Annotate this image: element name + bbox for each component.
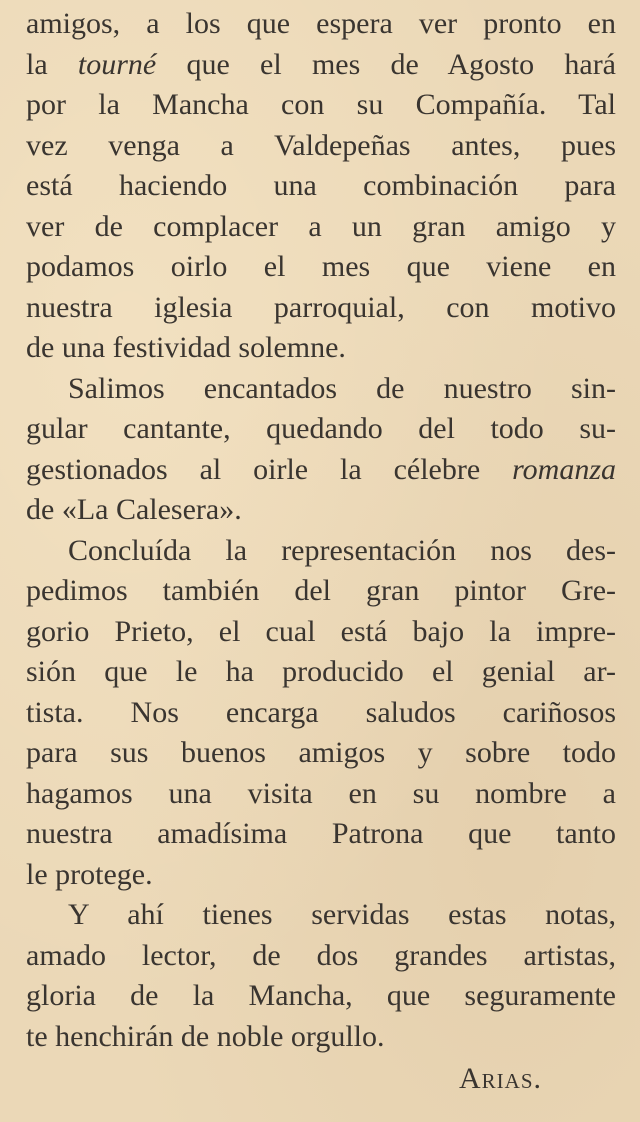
article-paragraph [26,369,616,531]
text-line: gloria de la Mancha, que seguramente [26,979,616,1012]
text-line [26,450,616,491]
text-line: de «La Calesera». [26,493,242,526]
text-line: está haciendo una combinación para [26,169,616,202]
text-run: gestionados al oirle la célebre [26,452,513,486]
italic-term: tourné [77,47,157,81]
text-line: gular cantante, quedando del todo su- [26,412,616,445]
text-line: vez venga a Valdepeñas antes, pues [26,128,616,162]
text-line: nuestra iglesia parroquial, con motivo [26,290,616,324]
text-line: pedimos también del gran pintor Gre- [26,574,616,607]
text-line [26,45,616,86]
text-line: amigos, a los que espera ver pronto en [26,7,616,40]
article-paragraph [26,531,616,896]
text-line: podamos oirlo el mes que viene en [26,250,616,283]
text-run: la [26,47,78,81]
text-line: sión que le ha producido el genial ar- [26,655,616,688]
text-line: hagamos una visita en su nombre a [26,776,616,810]
article-column [26,4,616,1100]
text-line: Concluída la representación nos des- [68,533,616,567]
italic-term: romanza [512,452,616,486]
text-run: que el mes de Agosto hará [156,47,616,81]
text-line: de una festividad solemne. [26,331,346,364]
text-line: para sus buenos amigos y sobre todo [26,736,616,769]
text-line: tista. Nos encarga saludos cariñosos [26,695,616,729]
text-line: gorio Prieto, el cual está bajo la impre- [26,614,616,648]
article-paragraph [26,4,616,369]
article-paragraph [26,895,616,1057]
text-line: ver de complacer a un gran amigo y [26,209,616,243]
text-line: le protege. [26,857,153,891]
text-line: Salimos encantados de nuestro sin- [68,371,616,405]
text-line: te henchirán de noble orgullo. [26,1019,385,1053]
text-line: nuestra amadísima Patrona que tanto [26,817,616,850]
text-line: por la Mancha con su Compañía. Tal [26,88,616,121]
author-signature: Arias. [458,1062,542,1095]
text-line: Y ahí tienes servidas estas notas, [68,898,616,931]
text-line: amado lector, de dos grandes artistas, [26,938,616,972]
